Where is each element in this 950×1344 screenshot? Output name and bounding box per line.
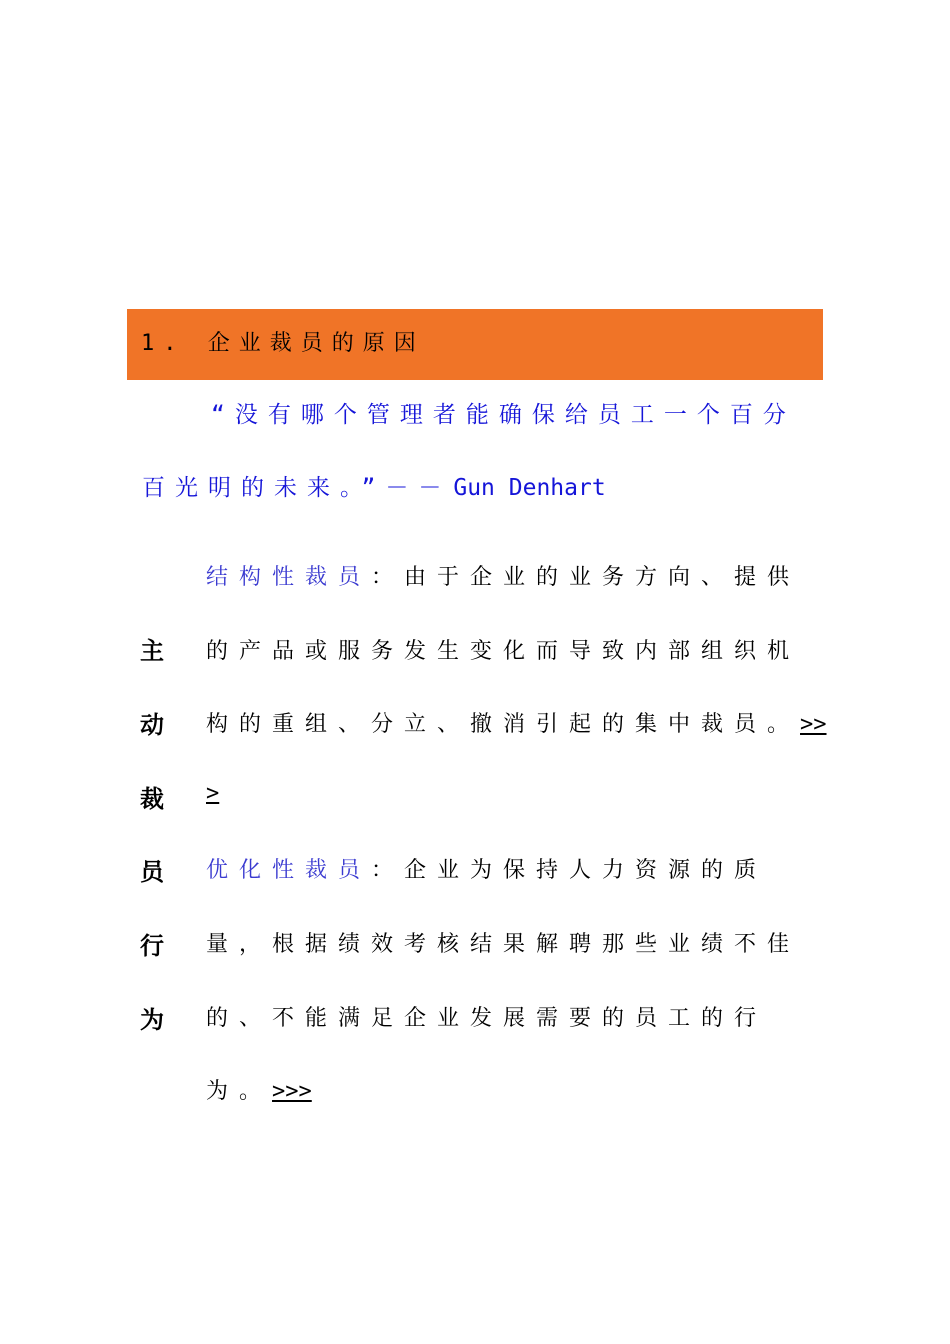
structural-line-3 bbox=[206, 707, 827, 738]
section-number: 1. bbox=[141, 331, 186, 356]
optimizing-line-4-text: 为。 bbox=[206, 1079, 273, 1104]
structural-more-link[interactable]: >> bbox=[800, 712, 827, 737]
section-heading bbox=[141, 326, 425, 357]
optimizing-term: 优化性裁员 bbox=[206, 858, 372, 883]
structural-line-1-text: ：由于企业的业务方向、提供 bbox=[371, 565, 801, 590]
optimizing-line-2: 量，根据绩效考核结果解聘那些业绩不佳 bbox=[206, 932, 801, 957]
side-label-char: 动 bbox=[140, 711, 164, 739]
structural-line-4 bbox=[196, 781, 231, 806]
optimizing-more-link[interactable]: >>> bbox=[272, 1079, 312, 1104]
section-title: 企业裁员的原因 bbox=[207, 331, 425, 356]
optimizing-line-1-text: ：企业为保持人力资源的质 bbox=[371, 858, 768, 883]
optimizing-line-4 bbox=[206, 1074, 324, 1105]
side-label-char: 员 bbox=[140, 858, 164, 886]
side-label-char: 裁 bbox=[140, 785, 164, 813]
quote-author: Gun Denhart bbox=[453, 475, 606, 501]
section-heading-bar bbox=[127, 309, 823, 380]
side-label-char: 行 bbox=[140, 932, 164, 960]
optimizing-line-3: 的、不能满足企业发展需要的员工的行 bbox=[206, 1006, 768, 1031]
optimizing-line-1 bbox=[206, 853, 767, 884]
structural-term: 结构性裁员 bbox=[206, 565, 372, 590]
side-label-char: 为 bbox=[140, 1006, 164, 1034]
structural-line-1 bbox=[206, 560, 800, 591]
side-label-char: 主 bbox=[140, 637, 164, 665]
structural-line-2: 的产品或服务发生变化而导致内部组织机 bbox=[206, 639, 801, 664]
quote-line-2 bbox=[142, 469, 606, 502]
quote-line-1: “没有哪个管理者能确保给员工一个百分 bbox=[211, 402, 796, 428]
structural-more-link-continued[interactable]: > bbox=[206, 781, 220, 806]
structural-line-3-text: 构的重组、分立、撤消引起的集中裁员。 bbox=[206, 712, 801, 737]
quote-line-2-text: 百光明的未来。”－－ bbox=[142, 475, 452, 501]
